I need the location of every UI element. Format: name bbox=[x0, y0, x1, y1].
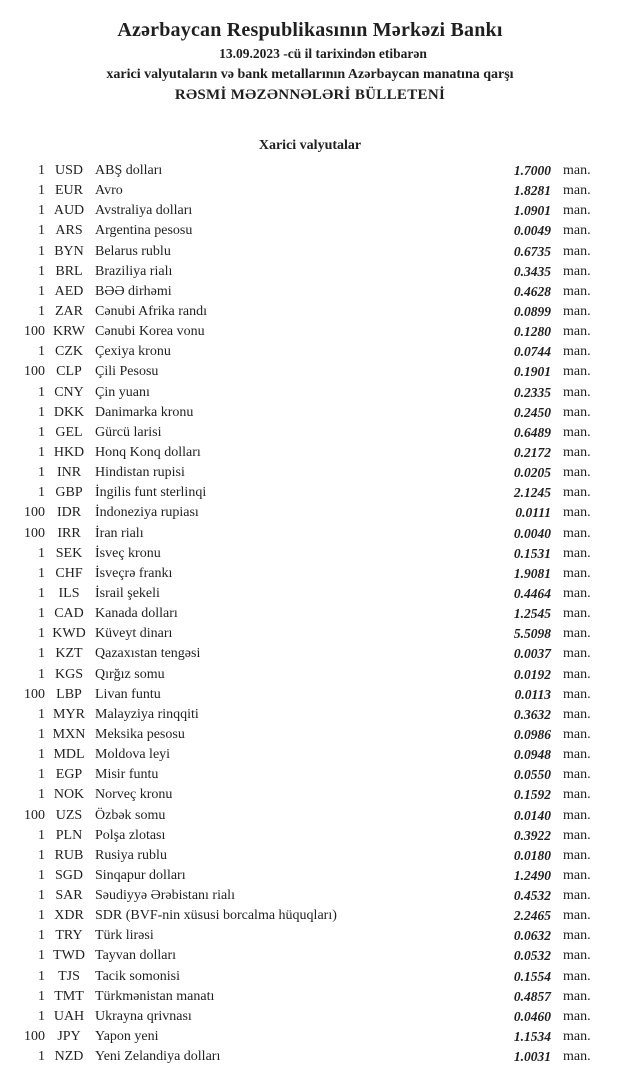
currency-name: Türk lirəsi bbox=[95, 928, 154, 944]
rate-row-brl bbox=[0, 262, 620, 282]
quantity-value: 1 bbox=[38, 888, 45, 904]
currency-code: UAH bbox=[53, 1008, 85, 1024]
rate-row-cad bbox=[0, 604, 620, 624]
currency-name: Norveç kronu bbox=[95, 787, 173, 803]
quantity-value: 1 bbox=[38, 585, 45, 601]
quantity-value: 1 bbox=[38, 263, 45, 279]
unit-label: man. bbox=[563, 626, 591, 642]
currency-code: CAD bbox=[54, 606, 84, 622]
quantity-value: 1 bbox=[38, 867, 45, 883]
quantity-value: 100 bbox=[24, 525, 45, 541]
rate-value: 0.1531 bbox=[513, 545, 551, 561]
currency-code: CZK bbox=[55, 344, 83, 360]
quantity-value: 1 bbox=[38, 606, 45, 622]
currency-name: BƏƏ dirhəmi bbox=[95, 283, 172, 299]
unit-label: man. bbox=[563, 364, 591, 380]
currency-name: Hindistan rupisi bbox=[95, 465, 185, 481]
currency-code: CHF bbox=[55, 565, 83, 581]
currency-name: Misir funtu bbox=[95, 767, 159, 783]
rate-value: 0.2450 bbox=[513, 404, 551, 420]
exchange-rates-table bbox=[0, 161, 620, 1067]
currency-code: BYN bbox=[54, 243, 84, 259]
quantity-value: 1 bbox=[38, 163, 45, 178]
rate-row-mxn bbox=[0, 725, 620, 745]
quantity-value: 100 bbox=[24, 324, 45, 340]
rate-value: 0.1592 bbox=[513, 787, 551, 803]
currency-name: İngilis funt sterlinqi bbox=[95, 485, 207, 501]
unit-label: man. bbox=[563, 686, 591, 702]
rate-row-czk bbox=[0, 342, 620, 362]
currency-code: CLP bbox=[56, 364, 82, 380]
unit-label: man. bbox=[563, 585, 591, 601]
currency-name: Livan funtu bbox=[95, 686, 161, 702]
quantity-value: 1 bbox=[38, 404, 45, 420]
quantity-value: 1 bbox=[38, 183, 45, 199]
quantity-value: 100 bbox=[24, 364, 45, 380]
currency-name: ABŞ dolları bbox=[95, 163, 163, 178]
rate-value: 0.0632 bbox=[513, 928, 551, 944]
currency-name: Honq Konq dolları bbox=[95, 444, 201, 460]
quantity-value: 1 bbox=[38, 565, 45, 581]
currency-name: Moldova leyi bbox=[95, 747, 171, 763]
rate-value: 0.1901 bbox=[513, 364, 551, 380]
rate-row-twd bbox=[0, 946, 620, 966]
currency-code: BRL bbox=[55, 263, 83, 279]
rate-value: 0.1554 bbox=[513, 968, 551, 984]
rate-row-krw bbox=[0, 322, 620, 342]
currency-code: INR bbox=[56, 465, 82, 481]
unit-label: man. bbox=[563, 404, 591, 420]
currency-name: Cənubi Afrika randı bbox=[95, 303, 207, 319]
currency-name: Türkmənistan manatı bbox=[95, 988, 215, 1004]
rate-row-lbp bbox=[0, 685, 620, 705]
currency-name: İran rialı bbox=[95, 525, 144, 541]
unit-label: man. bbox=[563, 1029, 591, 1045]
currency-code: IDR bbox=[56, 505, 82, 521]
unit-label: man. bbox=[563, 1049, 591, 1065]
currency-code: NZD bbox=[54, 1049, 84, 1065]
quantity-value: 1 bbox=[38, 948, 45, 964]
currency-name: Argentina pesosu bbox=[95, 223, 193, 239]
currency-code: AED bbox=[54, 283, 84, 299]
currency-code: JPY bbox=[57, 1029, 81, 1045]
currency-name: Sinqapur dolları bbox=[95, 867, 186, 883]
currency-code: CNY bbox=[54, 384, 84, 400]
currency-code: EGP bbox=[55, 767, 83, 783]
unit-label: man. bbox=[563, 706, 591, 722]
rate-value: 0.4857 bbox=[513, 988, 551, 1004]
quantity-value: 1 bbox=[38, 203, 45, 219]
currency-code: SAR bbox=[55, 888, 83, 904]
currency-name: Avro bbox=[95, 183, 123, 199]
currency-code: MXN bbox=[52, 726, 86, 742]
currency-code: UZS bbox=[55, 807, 83, 823]
unit-label: man. bbox=[563, 827, 591, 843]
currency-code: ZAR bbox=[55, 303, 83, 319]
currency-name: Belarus rublu bbox=[95, 243, 171, 259]
rate-row-sar bbox=[0, 886, 620, 906]
currency-code: USD bbox=[54, 163, 83, 178]
rate-row-usd bbox=[0, 161, 620, 181]
rate-value: 0.4464 bbox=[513, 585, 551, 601]
rate-row-kzt bbox=[0, 644, 620, 664]
quantity-value: 1 bbox=[38, 465, 45, 481]
quantity-value: 1 bbox=[38, 283, 45, 299]
quantity-value: 1 bbox=[38, 908, 45, 924]
scope-line: xarici valyutaların və bank metallarının Azərbaycan manatına qarşı bbox=[106, 67, 514, 82]
rate-row-egp bbox=[0, 765, 620, 785]
unit-label: man. bbox=[563, 867, 591, 883]
rate-row-chf bbox=[0, 564, 620, 584]
currency-name: Çexiya kronu bbox=[95, 344, 171, 360]
currency-name: Yeni Zelandiya dolları bbox=[95, 1049, 221, 1065]
unit-label: man. bbox=[563, 465, 591, 481]
rate-row-gel bbox=[0, 423, 620, 443]
currency-name: Özbək somu bbox=[95, 807, 166, 823]
rate-row-nzd bbox=[0, 1047, 620, 1067]
currency-code: ARS bbox=[55, 223, 83, 239]
rate-value: 0.0037 bbox=[513, 646, 551, 662]
currency-name: Çili Pesosu bbox=[95, 364, 159, 380]
quantity-value: 1 bbox=[38, 706, 45, 722]
currency-name: Avstraliya dolları bbox=[95, 203, 193, 219]
quantity-value: 1 bbox=[38, 223, 45, 239]
currency-name: İsveçrə frankı bbox=[95, 565, 173, 581]
unit-label: man. bbox=[563, 666, 591, 682]
rate-row-gbp bbox=[0, 483, 620, 503]
rate-row-myr bbox=[0, 705, 620, 725]
unit-label: man. bbox=[563, 928, 591, 944]
rate-row-rub bbox=[0, 846, 620, 866]
unit-label: man. bbox=[563, 263, 591, 279]
rate-value: 0.0040 bbox=[513, 525, 551, 541]
currency-name: Malayziya rinqqiti bbox=[95, 706, 199, 722]
unit-label: man. bbox=[563, 183, 591, 199]
rate-row-mdl bbox=[0, 745, 620, 765]
currency-code: GEL bbox=[55, 424, 83, 440]
currency-name: Yapon yeni bbox=[95, 1029, 159, 1045]
rate-row-sgd bbox=[0, 866, 620, 886]
unit-label: man. bbox=[563, 847, 591, 863]
unit-label: man. bbox=[563, 888, 591, 904]
currency-name: İsrail şekeli bbox=[95, 585, 160, 601]
currency-code: EUR bbox=[55, 183, 83, 199]
currency-name: Kanada dolları bbox=[95, 606, 178, 622]
rate-row-idr bbox=[0, 503, 620, 523]
bulletin-page bbox=[0, 16, 620, 1092]
unit-label: man. bbox=[563, 485, 591, 501]
unit-label: man. bbox=[563, 726, 591, 742]
rate-value: 0.0460 bbox=[513, 1008, 551, 1024]
rate-value: 0.0948 bbox=[513, 747, 551, 763]
rate-value: 0.0532 bbox=[513, 948, 551, 964]
rate-row-aed bbox=[0, 282, 620, 302]
rate-value: 0.0113 bbox=[514, 686, 551, 702]
currency-name: Braziliya rialı bbox=[95, 263, 173, 279]
rate-value: 2.1245 bbox=[513, 485, 551, 501]
rate-value: 0.6489 bbox=[513, 424, 551, 440]
quantity-value: 1 bbox=[38, 1049, 45, 1065]
unit-label: man. bbox=[563, 787, 591, 803]
rate-value: 1.2490 bbox=[513, 867, 551, 883]
currency-name: Tayvan dolları bbox=[95, 948, 177, 964]
quantity-value: 1 bbox=[38, 626, 45, 642]
currency-code: GBP bbox=[55, 485, 83, 501]
rate-row-uah bbox=[0, 1007, 620, 1027]
rate-value: 0.3435 bbox=[513, 263, 551, 279]
rate-value: 0.0192 bbox=[513, 666, 551, 682]
unit-label: man. bbox=[563, 807, 591, 823]
rate-value: 5.5098 bbox=[513, 626, 551, 642]
rate-value: 0.4532 bbox=[513, 888, 551, 904]
rate-value: 0.0180 bbox=[513, 847, 551, 863]
rate-value: 0.0111 bbox=[515, 505, 551, 521]
rate-value: 0.0986 bbox=[513, 726, 551, 742]
quantity-value: 100 bbox=[24, 1029, 45, 1045]
currency-name: Danimarka kronu bbox=[95, 404, 194, 420]
quantity-value: 1 bbox=[38, 767, 45, 783]
quantity-value: 1 bbox=[38, 827, 45, 843]
rate-value: 1.8281 bbox=[513, 183, 551, 199]
currency-name: Səudiyyə Ərəbistanı rialı bbox=[95, 888, 235, 904]
currency-code: RUB bbox=[54, 847, 84, 863]
bulletin-title: RƏSMİ MƏZƏNNƏLƏRİ BÜLLETENİ bbox=[174, 87, 446, 103]
rate-row-pln bbox=[0, 826, 620, 846]
currency-code: MYR bbox=[53, 706, 85, 722]
currency-name: Gürcü larisi bbox=[95, 424, 162, 440]
currency-code: SGD bbox=[54, 867, 83, 883]
quantity-value: 1 bbox=[38, 384, 45, 400]
currency-name: İndoneziya rupiası bbox=[95, 505, 199, 521]
rate-row-kgs bbox=[0, 665, 620, 685]
unit-label: man. bbox=[563, 203, 591, 219]
effective-date-line: 13.09.2023 -cü il tarixindən etibarən bbox=[219, 46, 427, 61]
quantity-value: 1 bbox=[38, 666, 45, 682]
rate-value: 0.0550 bbox=[513, 767, 551, 783]
section-title-foreign-currencies: Xarici valyutalar bbox=[258, 138, 362, 153]
rate-row-dkk bbox=[0, 403, 620, 423]
unit-label: man. bbox=[563, 1008, 591, 1024]
rate-row-clp bbox=[0, 362, 620, 382]
quantity-value: 1 bbox=[38, 545, 45, 561]
currency-code: IRR bbox=[57, 525, 81, 541]
rate-row-xdr bbox=[0, 906, 620, 926]
currency-name: SDR (BVF-nin xüsusi borcalma hüquqları) bbox=[95, 908, 337, 924]
currency-code: LBP bbox=[56, 686, 82, 702]
rate-row-sek bbox=[0, 544, 620, 564]
currency-code: KGS bbox=[54, 666, 83, 682]
quantity-value: 1 bbox=[38, 646, 45, 662]
quantity-value: 100 bbox=[24, 686, 45, 702]
currency-name: Çin yuanı bbox=[95, 384, 150, 400]
quantity-value: 1 bbox=[38, 485, 45, 501]
rate-value: 1.0031 bbox=[513, 1049, 551, 1065]
rate-value: 0.4628 bbox=[513, 283, 551, 299]
currency-name: Meksika pesosu bbox=[95, 726, 185, 742]
rate-value: 1.1534 bbox=[513, 1029, 551, 1045]
unit-label: man. bbox=[563, 505, 591, 521]
currency-code: NOK bbox=[53, 787, 85, 803]
rate-row-jpy bbox=[0, 1027, 620, 1047]
rate-row-irr bbox=[0, 524, 620, 544]
quantity-value: 100 bbox=[24, 505, 45, 521]
rate-value: 0.0899 bbox=[513, 303, 551, 319]
currency-name: Qazaxıstan tengəsi bbox=[95, 646, 201, 662]
rate-value: 0.6735 bbox=[513, 243, 551, 259]
unit-label: man. bbox=[563, 948, 591, 964]
unit-label: man. bbox=[563, 444, 591, 460]
rate-row-hkd bbox=[0, 443, 620, 463]
currency-code: AUD bbox=[53, 203, 85, 219]
quantity-value: 1 bbox=[38, 747, 45, 763]
currency-code: KRW bbox=[53, 324, 85, 340]
currency-code: TMT bbox=[54, 988, 84, 1004]
quantity-value: 1 bbox=[38, 787, 45, 803]
currency-name: Ukrayna qrivnası bbox=[95, 1008, 192, 1024]
unit-label: man. bbox=[563, 767, 591, 783]
bank-name-title: Azərbaycan Respublikasının Mərkəzi Bankı bbox=[117, 19, 503, 41]
rate-value: 1.0901 bbox=[513, 203, 551, 219]
rate-value: 1.7000 bbox=[513, 163, 551, 178]
currency-code: TWD bbox=[53, 948, 85, 964]
rate-value: 2.2465 bbox=[513, 908, 551, 924]
unit-label: man. bbox=[563, 163, 591, 178]
unit-label: man. bbox=[563, 968, 591, 984]
quantity-value: 1 bbox=[38, 988, 45, 1004]
rate-value: 1.2545 bbox=[513, 606, 551, 622]
currency-name: Polşa zlotası bbox=[95, 827, 166, 843]
currency-code: KZT bbox=[55, 646, 83, 662]
unit-label: man. bbox=[563, 384, 591, 400]
rate-row-ars bbox=[0, 221, 620, 241]
quantity-value: 1 bbox=[38, 344, 45, 360]
rate-value: 0.0049 bbox=[513, 223, 551, 239]
unit-label: man. bbox=[563, 646, 591, 662]
currency-code: TRY bbox=[55, 928, 83, 944]
rate-value: 0.0744 bbox=[513, 344, 551, 360]
unit-label: man. bbox=[563, 908, 591, 924]
unit-label: man. bbox=[563, 525, 591, 541]
currency-code: MDL bbox=[53, 747, 85, 763]
currency-name: Cənubi Korea vonu bbox=[95, 324, 205, 340]
currency-code: XDR bbox=[54, 908, 84, 924]
unit-label: man. bbox=[563, 988, 591, 1004]
currency-code: KWD bbox=[52, 626, 86, 642]
currency-code: HKD bbox=[53, 444, 85, 460]
currency-code: PLN bbox=[55, 827, 83, 843]
rate-row-tjs bbox=[0, 967, 620, 987]
unit-label: man. bbox=[563, 223, 591, 239]
currency-code: DKK bbox=[53, 404, 85, 420]
rate-value: 0.1280 bbox=[513, 324, 551, 340]
rate-row-zar bbox=[0, 302, 620, 322]
rate-value: 0.0205 bbox=[513, 465, 551, 481]
rate-value: 0.3632 bbox=[513, 706, 551, 722]
currency-name: Rusiya rublu bbox=[95, 847, 167, 863]
rate-value: 1.9081 bbox=[513, 565, 551, 581]
rate-value: 0.2335 bbox=[513, 384, 551, 400]
rate-row-inr bbox=[0, 463, 620, 483]
rate-row-tmt bbox=[0, 987, 620, 1007]
rate-value: 0.2172 bbox=[513, 444, 551, 460]
currency-name: İsveç kronu bbox=[95, 545, 161, 561]
currency-name: Qırğız somu bbox=[95, 666, 165, 682]
unit-label: man. bbox=[563, 344, 591, 360]
quantity-value: 1 bbox=[38, 243, 45, 259]
unit-label: man. bbox=[563, 324, 591, 340]
rate-row-eur bbox=[0, 181, 620, 201]
quantity-value: 1 bbox=[38, 424, 45, 440]
quantity-value: 1 bbox=[38, 726, 45, 742]
unit-label: man. bbox=[563, 303, 591, 319]
rate-row-cny bbox=[0, 383, 620, 403]
unit-label: man. bbox=[563, 424, 591, 440]
quantity-value: 1 bbox=[38, 968, 45, 984]
rate-row-byn bbox=[0, 242, 620, 262]
quantity-value: 1 bbox=[38, 444, 45, 460]
quantity-value: 1 bbox=[38, 303, 45, 319]
rate-row-uzs bbox=[0, 806, 620, 826]
rate-row-try bbox=[0, 926, 620, 946]
rate-row-nok bbox=[0, 785, 620, 805]
unit-label: man. bbox=[563, 747, 591, 763]
quantity-value: 1 bbox=[38, 928, 45, 944]
quantity-value: 1 bbox=[38, 847, 45, 863]
unit-label: man. bbox=[563, 243, 591, 259]
rate-row-ils bbox=[0, 584, 620, 604]
rate-row-kwd bbox=[0, 624, 620, 644]
currency-code: ILS bbox=[58, 585, 80, 601]
quantity-value: 100 bbox=[24, 807, 45, 823]
unit-label: man. bbox=[563, 545, 591, 561]
rate-value: 0.0140 bbox=[513, 807, 551, 823]
currency-name: Tacik somonisi bbox=[95, 968, 180, 984]
rate-value: 0.3922 bbox=[513, 827, 551, 843]
rate-row-aud bbox=[0, 201, 620, 221]
currency-code: SEK bbox=[55, 545, 83, 561]
unit-label: man. bbox=[563, 565, 591, 581]
currency-name: Küveyt dinarı bbox=[95, 626, 173, 642]
quantity-value: 1 bbox=[38, 1008, 45, 1024]
bulletin-header bbox=[0, 16, 620, 106]
unit-label: man. bbox=[563, 606, 591, 622]
unit-label: man. bbox=[563, 283, 591, 299]
currency-code: TJS bbox=[58, 968, 80, 984]
